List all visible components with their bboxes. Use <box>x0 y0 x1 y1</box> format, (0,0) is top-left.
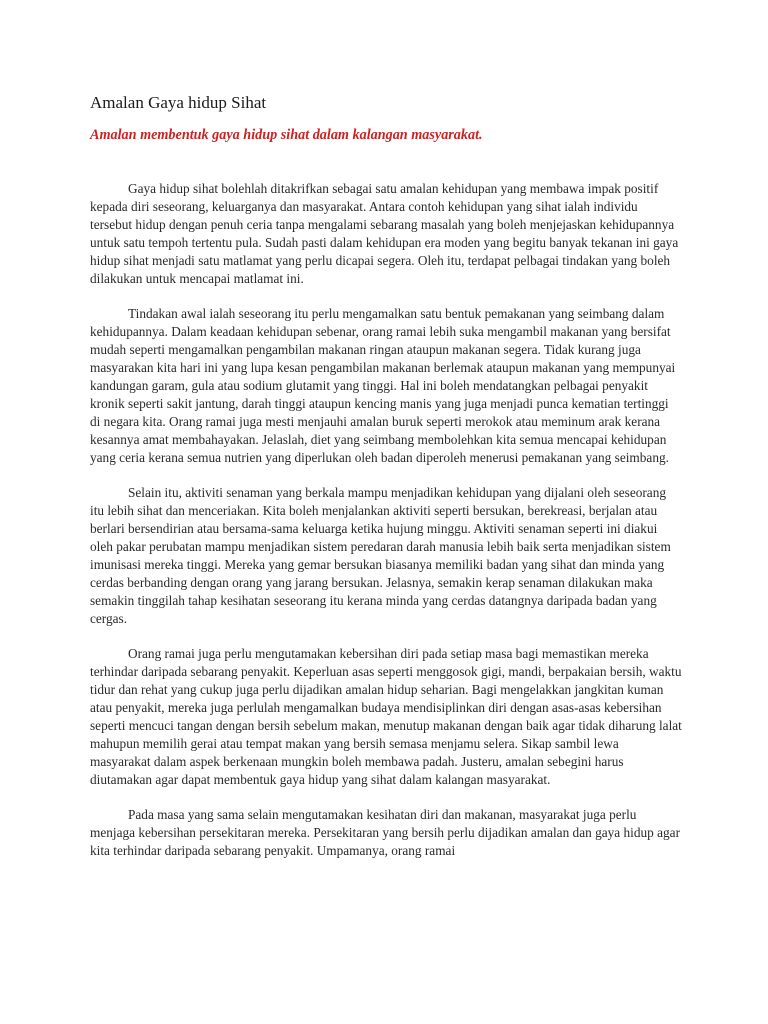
document-title: Amalan Gaya hidup Sihat <box>90 93 267 112</box>
paragraph-intro: Gaya hidup sihat bolehlah ditakrifkan sebagai satu amalan kehidupan yang membawa impak positif kepada diri seseorang, keluarganya dan masyarakat. Antara contoh kehidupan yang sihat ialah individu tersebut hidup dengan penuh ceria tanpa mengalami sebarang masalah yang boleh menjejaskan kehidupannya untuk satu tempoh tertentu pula. Sudah pasti dalam kehidupan era moden yang begitu banyak tekanan ini gaya hidup sihat menjadi satu matlamat yang perlu dicapai segera. Oleh itu, terdapat pelbagai tindakan yang boleh dilakukan untuk mencapai matlamat ini. <box>90 181 679 286</box>
paragraph-exercise: Selain itu, aktiviti senaman yang berkala mampu menjadikan kehidupan yang dijalani oleh seseorang itu lebih sihat dan menceriakan. Kita boleh menjalankan aktiviti seperti bersukan, berekreasi, berjalan atau berlari bersendirian atau bersama-sama keluarga ketika hujung minggu. Aktiviti senaman seperti ini diakui oleh pakar perubatan mampu menjadikan sistem peredaran darah manusia lebih baik serta menjadikan sistem imunisasi mereka tinggi. Mereka yang gemar bersukan biasanya memiliki badan yang sihat dan minda yang cerdas berbanding dengan orang yang jarang bersukan. Jelasnya, semakin kerap senaman dilakukan maka semakin tinggilah tahap kesihatan seseorang itu kerana minda yang cerdas datangnya daripada badan yang cergas. <box>90 485 671 626</box>
paragraph-hygiene: Orang ramai juga perlu mengutamakan kebersihan diri pada setiap masa bagi memastikan mereka terhindar daripada sebarang penyakit. Keperluan asas seperti menggosok gigi, mandi, berpakaian bersih, waktu tidur dan rehat yang cukup juga perlu dijadikan amalan hidup seharian. Bagi mengelakkan jangkitan kuman atau penyakit, mereka juga perlulah mengamalkan budaya mendisiplinkan diri dengan asas-asas kebersihan seperti mencuci tangan dengan bersih sebelum makan, menutup makanan dengan baik agar tidak diharung lalat mahupun memilih gerai atau tempat makan yang bersih semasa menjamu selera. Sikap sambil lewa masyarakat dalam aspek berkenaan mungkin boleh membawa padah. Justeru, amalan sebegini harus diutamakan agar dapat membentuk gaya hidup yang sihat dalam kalangan masyarakat. <box>90 646 682 787</box>
paragraph-diet: Tindakan awal ialah seseorang itu perlu mengamalkan satu bentuk pemakanan yang seimbang dalam kehidupannya. Dalam keadaan kehidupan sebenar, orang ramai lebih suka mengambil makanan yang bersifat mudah seperti mengamalkan pengambilan makanan ringan ataupun makanan segera. Tidak kurang juga masyarakan kita hari ini yang lupa kesan pengambilan makanan berlemak ataupun makanan yang mempunyai kandungan garam, gula atau sodium glutamit yang tinggi. Hal ini boleh mendatangkan pelbagai penyakit kronik seperti sakit jantung, darah tinggi ataupun kencing manis yang juga menjadi punca kematian tertinggi di negara kita. Orang ramai juga mesti menjauhi amalan buruk seperti merokok atau meminum arak kerana kesannya amat membahayakan. Jelaslah, diet yang seimbang membolehkan kita semua mencapai kehidupan yang ceria kerana semua nutrien yang diperlukan oleh badan diperoleh menerusi pemakanan yang seimbang. <box>90 306 676 465</box>
document-content <box>90 92 682 877</box>
document-subtitle: Amalan membentuk gaya hidup sihat dalam kalangan masyarakat. <box>90 127 483 143</box>
document-body <box>90 180 682 860</box>
paragraph-environment: Pada masa yang sama selain mengutamakan kesihatan diri dan makanan, masyarakat juga perlu menjaga kebersihan persekitaran mereka. Persekitaran yang bersih perlu dijadikan amalan dan gaya hidup agar kita terhindar daripada sebarang penyakit. Umpamanya, orang ramai <box>90 807 680 858</box>
